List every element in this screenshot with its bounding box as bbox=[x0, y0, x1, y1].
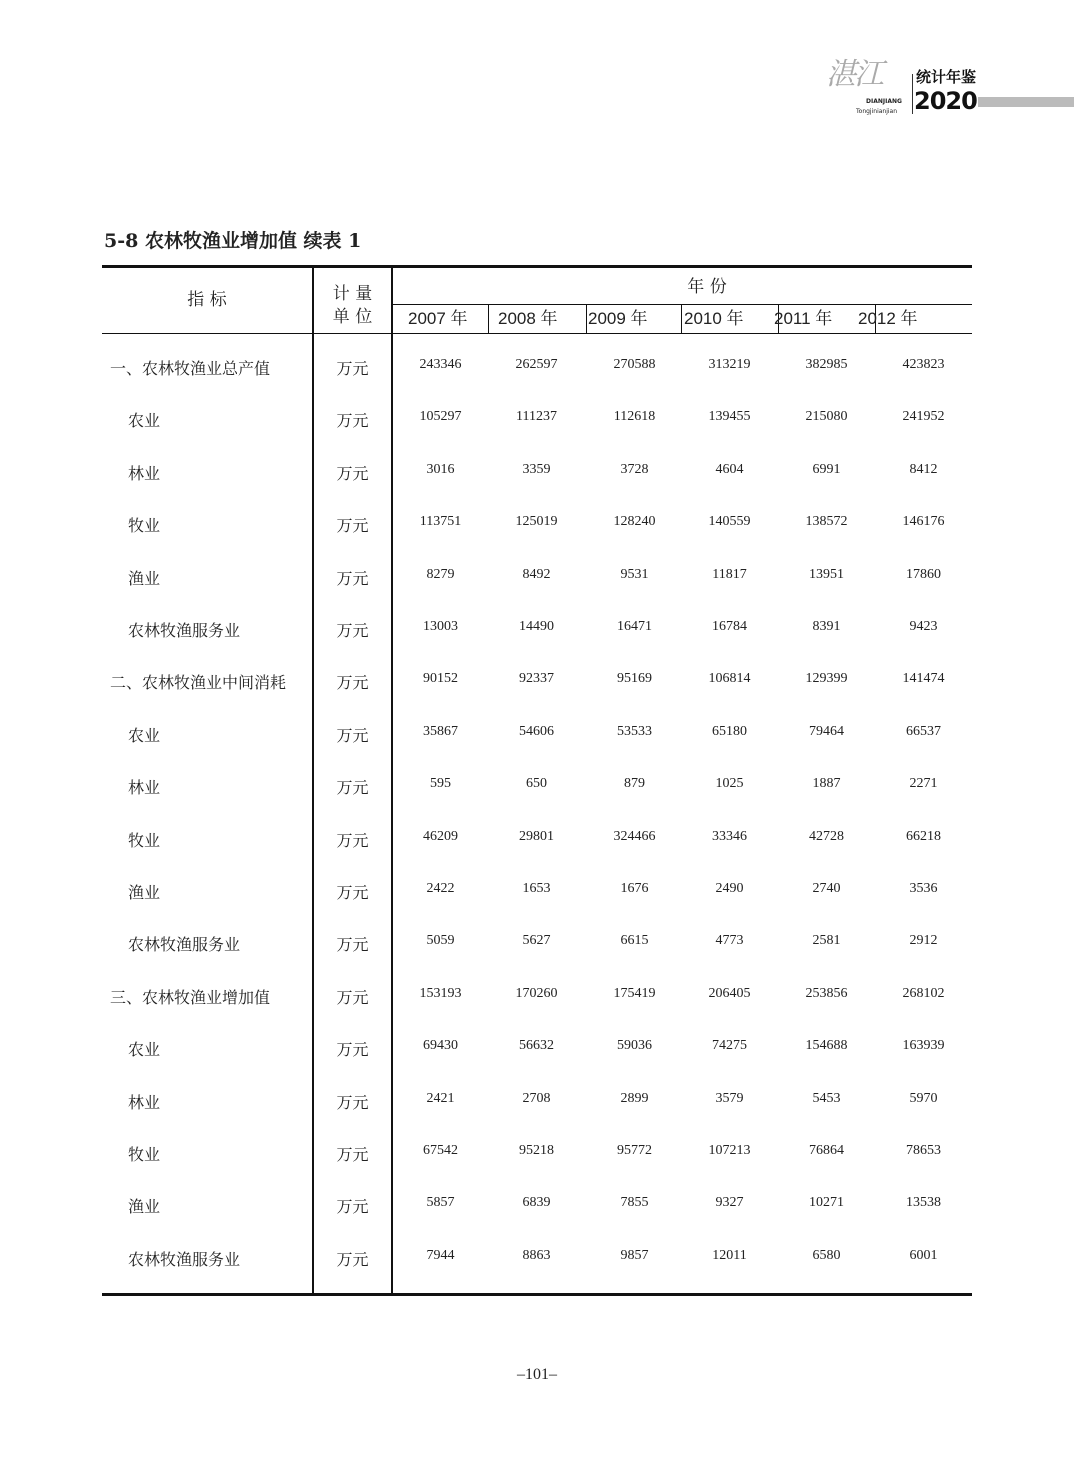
row-unit: 万元 bbox=[336, 411, 369, 431]
row-label: 二、农林牧渔业中间消耗 bbox=[110, 673, 287, 693]
header-year: 2008 年 bbox=[498, 309, 558, 328]
value-cell: 5059 bbox=[426, 933, 455, 949]
value-cell: 7944 bbox=[426, 1247, 455, 1263]
row-label: 牧业 bbox=[128, 516, 161, 536]
value-cell: 175419 bbox=[613, 985, 656, 1001]
value-cell: 8492 bbox=[522, 566, 551, 582]
row-unit: 万元 bbox=[336, 1197, 369, 1217]
row-unit: 万元 bbox=[336, 1040, 369, 1060]
value-cell: 595 bbox=[430, 776, 451, 792]
value-cell: 2581 bbox=[812, 933, 841, 949]
value-cell: 46209 bbox=[423, 828, 458, 844]
value-cell: 313219 bbox=[708, 357, 751, 372]
row-label: 牧业 bbox=[128, 830, 161, 850]
value-cell: 139455 bbox=[708, 409, 751, 425]
row-unit: 万元 bbox=[336, 830, 369, 850]
value-cell: 879 bbox=[624, 776, 645, 792]
header-mid-rule bbox=[392, 304, 972, 305]
value-cell: 2912 bbox=[909, 933, 938, 949]
value-cell: 2271 bbox=[909, 776, 938, 792]
value-cell: 6839 bbox=[522, 1195, 551, 1211]
value-cell: 59036 bbox=[617, 1038, 652, 1054]
value-cell: 5453 bbox=[812, 1090, 841, 1106]
row-unit: 万元 bbox=[336, 725, 369, 745]
value-cell: 2421 bbox=[426, 1090, 455, 1106]
value-cell: 112618 bbox=[613, 409, 656, 425]
year-column-divider bbox=[586, 305, 587, 333]
value-cell: 5857 bbox=[426, 1195, 455, 1211]
value-cell: 107213 bbox=[708, 1143, 751, 1158]
value-cell: 9857 bbox=[620, 1247, 649, 1263]
row-unit: 万元 bbox=[336, 1092, 369, 1112]
value-cell: 4604 bbox=[715, 461, 744, 477]
value-cell: 95218 bbox=[519, 1143, 554, 1158]
value-cell: 90152 bbox=[423, 671, 458, 687]
value-cell: 106814 bbox=[708, 671, 751, 687]
row-label: 渔业 bbox=[128, 1197, 161, 1217]
row-unit: 万元 bbox=[336, 778, 369, 798]
row-unit: 万元 bbox=[336, 1145, 369, 1164]
value-cell: 2740 bbox=[812, 881, 841, 896]
value-cell: 16784 bbox=[712, 619, 747, 634]
value-cell: 253856 bbox=[805, 985, 848, 1001]
header-years-group: 年 份 bbox=[687, 277, 727, 297]
row-unit: 万元 bbox=[336, 883, 369, 902]
value-cell: 138572 bbox=[805, 514, 848, 530]
value-cell: 95772 bbox=[617, 1143, 652, 1158]
value-cell: 17860 bbox=[906, 566, 941, 582]
yearbook-logo bbox=[826, 57, 986, 120]
value-cell: 6615 bbox=[620, 933, 649, 949]
header-year: 2011 年 bbox=[774, 309, 833, 328]
row-unit: 万元 bbox=[336, 935, 369, 955]
row-unit: 万元 bbox=[336, 463, 369, 483]
table-bottom-rule bbox=[102, 1293, 972, 1296]
value-cell: 10271 bbox=[809, 1195, 844, 1211]
value-cell: 8279 bbox=[426, 566, 455, 582]
value-cell: 243346 bbox=[419, 357, 462, 372]
value-cell: 3579 bbox=[715, 1090, 744, 1106]
table-top-rule bbox=[102, 265, 972, 268]
value-cell: 76864 bbox=[809, 1143, 844, 1158]
value-cell: 8391 bbox=[812, 619, 841, 634]
value-cell: 270588 bbox=[613, 357, 656, 372]
header-band bbox=[978, 97, 1074, 107]
row-unit: 万元 bbox=[336, 1249, 369, 1269]
row-unit: 万元 bbox=[336, 987, 369, 1007]
value-cell: 105297 bbox=[419, 409, 462, 425]
value-cell: 2422 bbox=[426, 881, 455, 896]
value-cell: 92337 bbox=[519, 671, 554, 687]
logo-pinyin-sub: Tongjinianjian bbox=[856, 108, 898, 115]
value-cell: 16471 bbox=[617, 619, 652, 634]
value-cell: 69430 bbox=[423, 1038, 458, 1054]
header-year: 2007 年 bbox=[408, 309, 468, 328]
header-year: 2012 年 bbox=[858, 309, 918, 328]
table-title: 5-8 农林牧渔业增加值 续表 1 bbox=[104, 230, 362, 252]
value-cell: 125019 bbox=[515, 514, 558, 530]
row-label: 农业 bbox=[128, 725, 161, 745]
value-cell: 153193 bbox=[419, 985, 462, 1001]
value-cell: 54606 bbox=[519, 723, 554, 739]
value-cell: 170260 bbox=[515, 985, 558, 1001]
value-cell: 33346 bbox=[712, 828, 747, 844]
value-cell: 1653 bbox=[522, 881, 551, 896]
value-cell: 7855 bbox=[620, 1195, 649, 1211]
row-unit: 万元 bbox=[336, 359, 369, 378]
value-cell: 241952 bbox=[902, 409, 945, 425]
value-cell: 14490 bbox=[519, 619, 554, 634]
row-label: 农业 bbox=[128, 1040, 161, 1060]
value-cell: 154688 bbox=[805, 1038, 848, 1054]
value-cell: 324466 bbox=[613, 828, 656, 844]
value-cell: 3359 bbox=[522, 461, 551, 477]
value-cell: 111237 bbox=[516, 409, 557, 425]
page-number: –101– bbox=[517, 1366, 557, 1383]
value-cell: 262597 bbox=[515, 357, 558, 372]
value-cell: 140559 bbox=[708, 514, 751, 530]
row-unit: 万元 bbox=[336, 568, 369, 588]
logo-calligraphy: 湛江 bbox=[826, 57, 882, 92]
value-cell: 13003 bbox=[423, 619, 458, 634]
value-cell: 66537 bbox=[906, 723, 941, 739]
header-year: 2009 年 bbox=[588, 309, 648, 328]
header-bottom-rule bbox=[102, 333, 972, 334]
value-cell: 74275 bbox=[712, 1038, 747, 1054]
value-cell: 5627 bbox=[522, 933, 551, 949]
row-label: 牧业 bbox=[128, 1145, 161, 1164]
row-unit: 万元 bbox=[336, 621, 369, 640]
value-cell: 1025 bbox=[715, 776, 744, 792]
row-label: 林业 bbox=[128, 1092, 161, 1112]
value-cell: 6001 bbox=[909, 1247, 938, 1263]
value-cell: 8412 bbox=[909, 461, 938, 477]
row-label: 林业 bbox=[128, 778, 161, 798]
value-cell: 6580 bbox=[812, 1247, 841, 1263]
value-cell: 8863 bbox=[522, 1247, 551, 1263]
value-cell: 215080 bbox=[805, 409, 848, 425]
year-column-divider bbox=[681, 305, 682, 333]
row-label: 农林牧渔服务业 bbox=[128, 621, 241, 640]
logo-divider bbox=[912, 74, 913, 114]
value-cell: 146176 bbox=[902, 514, 945, 530]
row-label: 三、农林牧渔业增加值 bbox=[110, 987, 271, 1007]
row-label: 一、农林牧渔业总产值 bbox=[110, 359, 271, 378]
value-cell: 12011 bbox=[712, 1247, 747, 1263]
value-cell: 13951 bbox=[809, 566, 844, 582]
value-cell: 95169 bbox=[617, 671, 652, 687]
value-cell: 13538 bbox=[906, 1195, 941, 1211]
row-label: 渔业 bbox=[128, 568, 161, 588]
header-unit-line1: 计 量 bbox=[332, 284, 373, 304]
row-label: 农业 bbox=[128, 411, 161, 431]
value-cell: 2490 bbox=[715, 881, 744, 896]
value-cell: 3536 bbox=[909, 881, 938, 896]
value-cell: 42728 bbox=[809, 828, 844, 844]
value-cell: 65180 bbox=[712, 723, 747, 739]
value-cell: 9531 bbox=[620, 566, 649, 582]
value-cell: 650 bbox=[526, 776, 547, 792]
value-cell: 2899 bbox=[620, 1090, 649, 1106]
value-cell: 3728 bbox=[620, 461, 649, 477]
row-unit: 万元 bbox=[336, 516, 369, 536]
logo-title: 统计年鉴 bbox=[916, 68, 977, 86]
value-cell: 29801 bbox=[519, 828, 554, 844]
value-cell: 206405 bbox=[708, 985, 751, 1001]
value-cell: 53533 bbox=[617, 723, 652, 739]
value-cell: 1676 bbox=[620, 881, 649, 896]
logo-year: 2020 bbox=[914, 87, 977, 115]
header-year: 2010 年 bbox=[684, 309, 744, 328]
value-cell: 163939 bbox=[902, 1038, 945, 1054]
value-cell: 35867 bbox=[423, 723, 458, 739]
value-cell: 78653 bbox=[906, 1143, 941, 1158]
header-unit-line2: 单 位 bbox=[332, 307, 373, 327]
value-cell: 4773 bbox=[715, 933, 744, 949]
year-column-divider bbox=[488, 305, 489, 333]
logo-pinyin: DIANJIANG bbox=[866, 98, 902, 105]
row-label: 农林牧渔服务业 bbox=[128, 935, 241, 955]
value-cell: 3016 bbox=[426, 461, 455, 477]
header-indicator: 指 标 bbox=[187, 290, 227, 310]
value-cell: 9327 bbox=[715, 1195, 744, 1211]
value-cell: 141474 bbox=[902, 671, 945, 687]
row-label: 林业 bbox=[128, 463, 161, 483]
value-cell: 67542 bbox=[423, 1143, 458, 1158]
value-cell: 11817 bbox=[712, 566, 747, 582]
value-cell: 1887 bbox=[812, 776, 841, 792]
value-cell: 423823 bbox=[902, 357, 945, 372]
value-cell: 382985 bbox=[805, 357, 848, 372]
row-unit: 万元 bbox=[336, 673, 369, 693]
value-cell: 128240 bbox=[613, 514, 656, 530]
value-cell: 6991 bbox=[812, 461, 841, 477]
value-cell: 66218 bbox=[906, 828, 941, 844]
value-cell: 129399 bbox=[805, 671, 848, 687]
value-cell: 268102 bbox=[902, 985, 945, 1001]
row-label: 农林牧渔服务业 bbox=[128, 1249, 241, 1269]
value-cell: 9423 bbox=[909, 619, 938, 634]
value-cell: 2708 bbox=[522, 1090, 551, 1106]
row-label: 渔业 bbox=[128, 883, 161, 902]
value-cell: 5970 bbox=[909, 1090, 938, 1106]
value-cell: 79464 bbox=[809, 723, 844, 739]
value-cell: 56632 bbox=[519, 1038, 554, 1054]
value-cell: 113751 bbox=[419, 514, 462, 530]
